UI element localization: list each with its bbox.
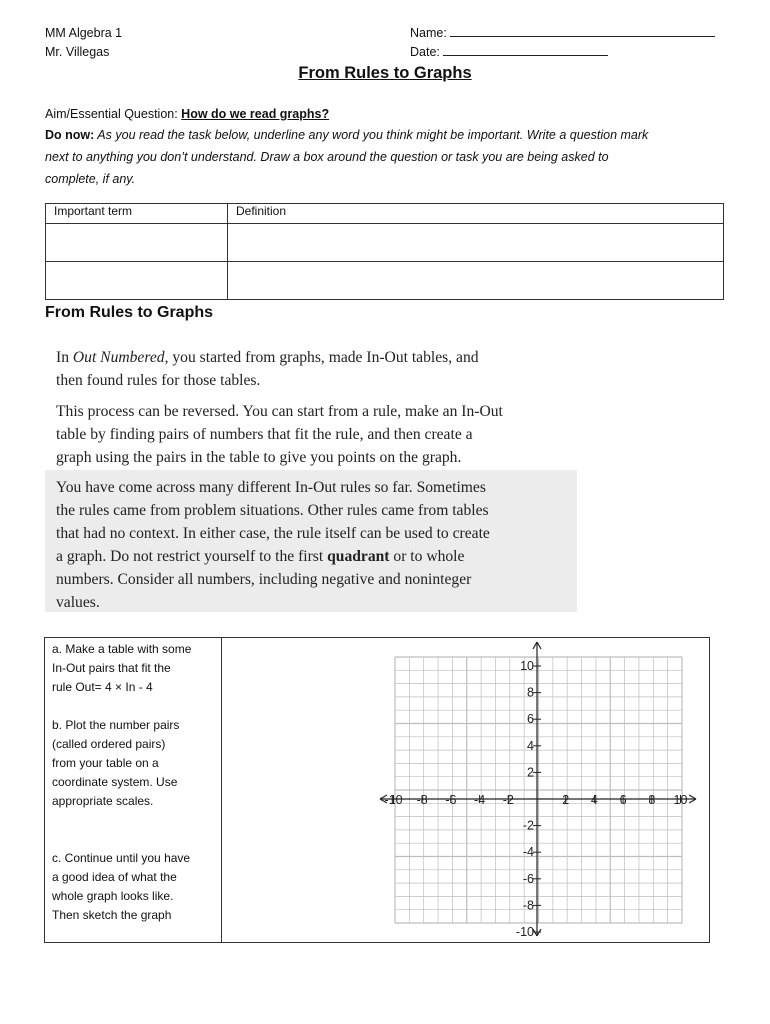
x-tick-label: 10 bbox=[673, 793, 688, 807]
task-line: from your table on a bbox=[52, 756, 159, 770]
task-line: (called ordered pairs) bbox=[52, 737, 166, 751]
definition-cell[interactable] bbox=[228, 224, 724, 262]
task-line: coordinate system. Use bbox=[52, 775, 178, 789]
do-now bbox=[45, 124, 648, 190]
y-tick-label: -6 bbox=[522, 871, 534, 886]
excerpt-text: that had no context. In either case, the rule itself can be used to create bbox=[56, 525, 490, 542]
task-a bbox=[52, 640, 191, 697]
excerpt-text: This process can be reversed. You can start from a rule, make an In-Out bbox=[56, 403, 503, 420]
y-tick-label: 2 bbox=[527, 765, 534, 780]
task-line: b. Plot the number pairs bbox=[52, 718, 180, 732]
aim-row bbox=[45, 103, 329, 125]
y-tick-label: -4 bbox=[522, 845, 534, 860]
section-title: From Rules to Graphs bbox=[45, 304, 214, 321]
aim-question: How do we read graphs? bbox=[181, 107, 330, 121]
terms-header-definition: Definition bbox=[228, 204, 724, 224]
task-line: c. Continue until you have bbox=[52, 851, 191, 865]
name-field[interactable] bbox=[450, 24, 715, 37]
task-line: whole graph looks like. bbox=[52, 889, 174, 903]
do-now-label: Do now: bbox=[45, 128, 95, 142]
aim-label: Aim/Essential Question: bbox=[45, 107, 182, 121]
name-row bbox=[410, 24, 715, 42]
name-label: Name: bbox=[410, 26, 447, 40]
excerpt-text: graph using the pairs in the table to give you points on the graph. bbox=[56, 449, 462, 466]
date-field[interactable] bbox=[443, 43, 608, 56]
y-tick-label: -2 bbox=[522, 818, 534, 833]
excerpt-p2 bbox=[56, 400, 503, 469]
task-c bbox=[52, 849, 190, 925]
x-tick-label: -2 bbox=[502, 793, 514, 807]
excerpt-p3 bbox=[45, 470, 577, 612]
task-line: Then sketch the graph bbox=[52, 908, 172, 922]
y-tick-label: -10 bbox=[515, 925, 534, 939]
definition-cell[interactable] bbox=[228, 262, 724, 300]
x-tick-label: 4 bbox=[590, 793, 598, 807]
task-divider bbox=[221, 637, 222, 942]
y-tick-label: 8 bbox=[527, 685, 534, 700]
excerpt-text: , you started from graphs, made In-Out tables, and bbox=[164, 349, 479, 366]
y-tick-label: 4 bbox=[527, 738, 534, 753]
excerpt-bold-term: quadrant bbox=[327, 548, 390, 565]
excerpt-text: or to whole bbox=[389, 548, 465, 565]
term-cell[interactable] bbox=[46, 262, 228, 300]
terms-header-term: Important term bbox=[46, 204, 228, 224]
page-title: From Rules to Graphs bbox=[298, 64, 472, 82]
x-tick-label: 6 bbox=[619, 793, 627, 807]
excerpt-text: numbers. Consider all numbers, including negative and noninteger bbox=[56, 571, 472, 588]
excerpt-text: You have come across many different In-Out rules so far. Sometimes bbox=[56, 479, 486, 496]
task-line: a. Make a table with some bbox=[52, 642, 192, 656]
x-tick-label: -8 bbox=[416, 793, 428, 807]
terms-table bbox=[45, 203, 724, 300]
task-b bbox=[52, 716, 179, 811]
date-label: Date: bbox=[410, 45, 440, 59]
grid-lines bbox=[395, 657, 682, 923]
excerpt-text: the rules came from problem situations. Other rules came from tables bbox=[56, 502, 489, 519]
do-now-line1: As you read the task below, underline any word you think might be important. Write a question mark bbox=[94, 128, 649, 142]
date-row bbox=[410, 43, 608, 61]
x-tick-label: -10 bbox=[384, 793, 403, 807]
task-line: a good idea of what the bbox=[52, 870, 177, 884]
excerpt-text: a graph. Do not restrict yourself to the first bbox=[56, 548, 328, 565]
excerpt-p1 bbox=[56, 346, 479, 392]
course-name: MM Algebra 1 bbox=[45, 26, 123, 40]
excerpt-text: In bbox=[56, 349, 73, 366]
coordinate-grid[interactable] bbox=[370, 638, 700, 940]
excerpt-text: table by finding pairs of numbers that fit the rule, and then create a bbox=[56, 426, 473, 443]
y-tick-label: 6 bbox=[527, 712, 534, 727]
y-tick-label: 10 bbox=[520, 659, 534, 673]
task-line: In-Out pairs that fit the bbox=[52, 661, 171, 675]
task-line: rule Out= 4 × In - 4 bbox=[52, 680, 153, 694]
x-tick-label: 2 bbox=[562, 793, 570, 807]
do-now-line2: next to anything you don’t understand. Draw a box around the question or task you are being asked to bbox=[45, 150, 609, 164]
task-line: appropriate scales. bbox=[52, 794, 154, 808]
excerpt-text: then found rules for those tables. bbox=[56, 372, 261, 389]
x-tick-label: 8 bbox=[648, 793, 656, 807]
y-tick-label: -8 bbox=[522, 898, 534, 913]
excerpt-book-title: Out Numbered bbox=[72, 349, 165, 366]
teacher-name: Mr. Villegas bbox=[45, 45, 110, 59]
do-now-line3: complete, if any. bbox=[45, 172, 136, 186]
x-tick-label: -6 bbox=[445, 793, 457, 807]
x-tick-label: -4 bbox=[474, 793, 486, 807]
excerpt-text: values. bbox=[56, 594, 100, 611]
term-cell[interactable] bbox=[46, 224, 228, 262]
